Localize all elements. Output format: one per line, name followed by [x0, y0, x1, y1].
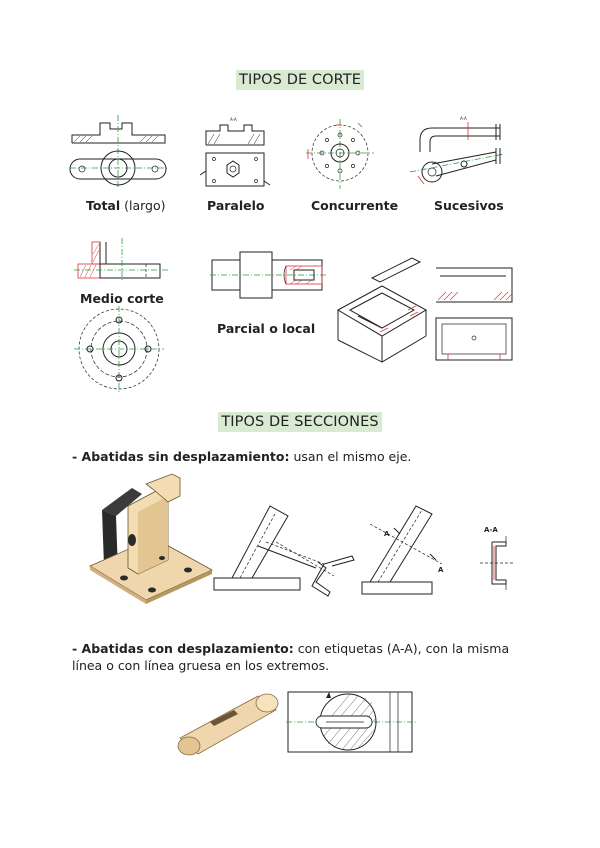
- shaft-section-drawing: [286, 688, 416, 756]
- label-medio-corte: Medio corte: [80, 291, 164, 306]
- label-a-a: A-A: [484, 526, 498, 534]
- half-cut-plan: [74, 306, 164, 396]
- label-a-left: A: [384, 530, 390, 538]
- svg-text:A-A: A-A: [460, 116, 467, 121]
- section-aa-profile: [474, 524, 518, 604]
- shaft-solid-illustration: [172, 688, 282, 760]
- label-sucesivos: Sucesivos: [434, 198, 504, 213]
- heading-tipos-de-secciones: TIPOS DE SECCIONES: [0, 414, 600, 430]
- heading-tipos-de-corte: TIPOS DE CORTE: [0, 72, 600, 88]
- isometric-cut-drawing: [336, 256, 432, 364]
- section-aa-drawing: [360, 500, 444, 604]
- label-total: Total (largo): [86, 198, 166, 213]
- label-a-right: A: [438, 566, 444, 574]
- half-cut-elevation: [74, 238, 169, 282]
- partial-cut-drawing: [210, 246, 330, 301]
- successive-cut-drawing: [408, 112, 508, 192]
- label-parcial-o-local: Parcial o local: [217, 321, 316, 336]
- paragraph-con-desplazamiento: - Abatidas con desplazamiento: con etiquetas (A-A), con la misma línea o con línea gruesa en los extremos.: [72, 641, 510, 673]
- revolved-section-drawing: [212, 502, 358, 606]
- bracket-solid-illustration: [88, 474, 214, 604]
- concurrent-cut-drawing: [300, 115, 380, 193]
- label-paralelo: Paralelo: [207, 198, 265, 213]
- svg-text:A-A: A-A: [230, 117, 237, 122]
- total-cut-drawing: [70, 115, 170, 190]
- paragraph-sin-desplazamiento: - Abatidas sin desplazamiento: usan el mismo eje.: [72, 449, 412, 464]
- two-view-cut-drawing: [434, 266, 516, 364]
- parallel-cut-drawing: [200, 115, 270, 190]
- label-concurrente: Concurrente: [311, 198, 399, 213]
